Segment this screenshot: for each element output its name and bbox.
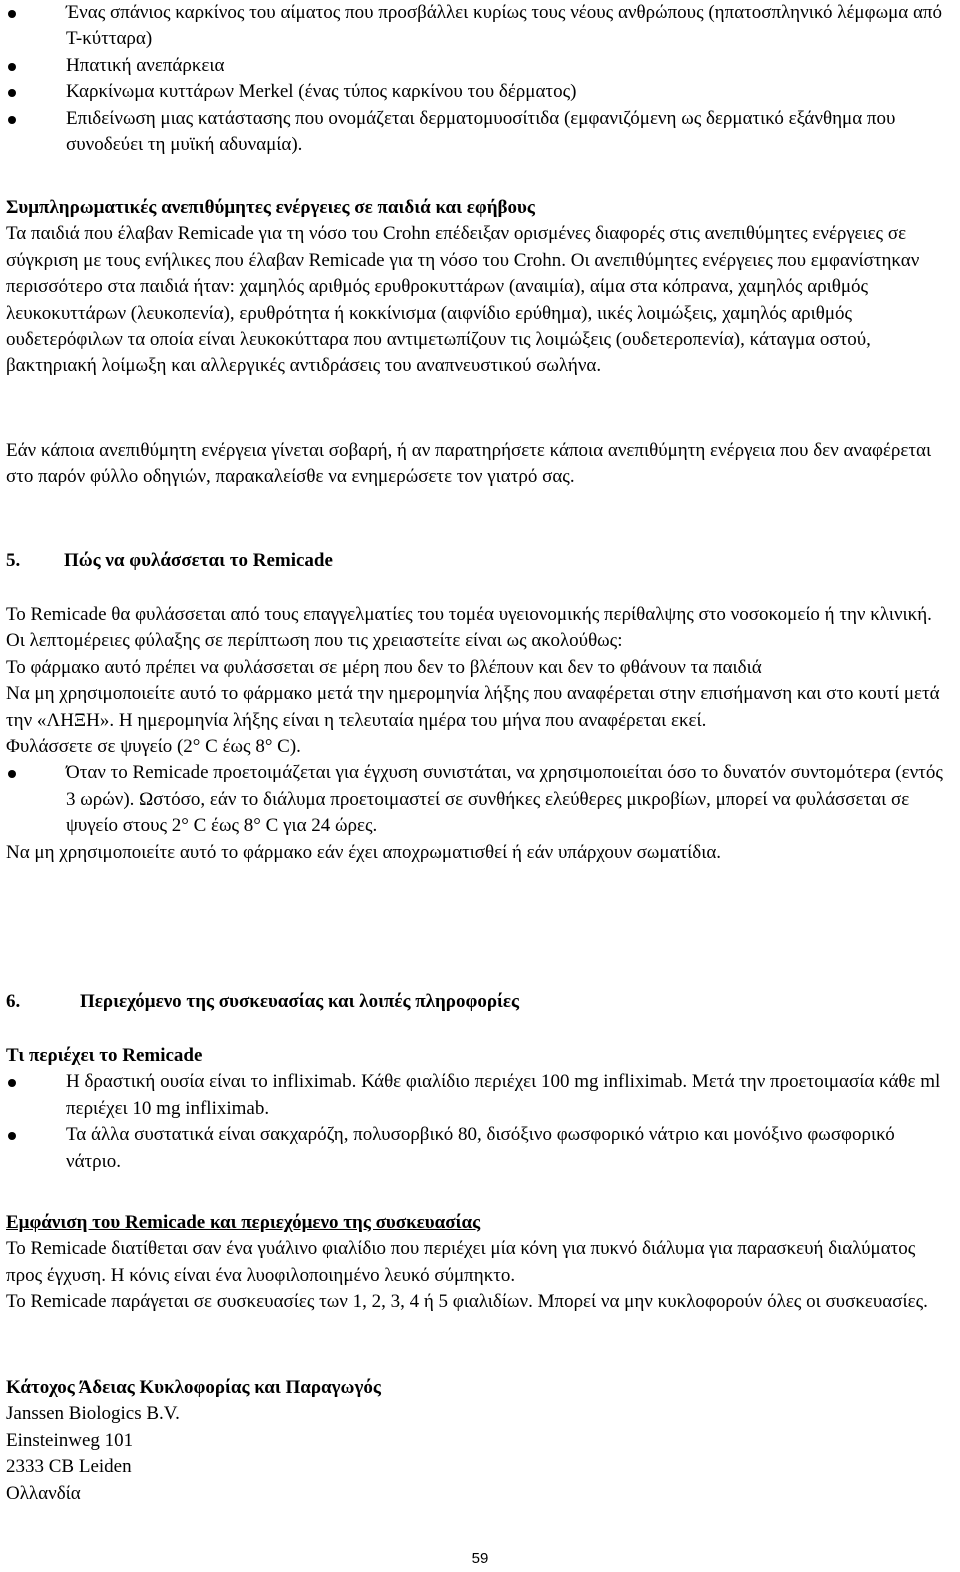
- list-item: [6, 106, 946, 159]
- list-item: [6, 1069, 946, 1122]
- appearance-section: [6, 1210, 946, 1316]
- paragraph: Να μη χρησιμοποιείτε αυτό το φάρμακο εάν έχει αποχρωματισθεί ή εάν υπάρχουν σωματίδια.: [6, 841, 722, 863]
- bullet-icon: [8, 1132, 16, 1140]
- subsection-heading: Τι περιέχει το Remicade: [6, 1045, 203, 1066]
- bullet-icon: [8, 63, 16, 71]
- list-item: [6, 1122, 946, 1175]
- paragraph: Το Remicade διατίθεται σαν ένα γυάλινο φιαλίδιο που περιέχει μία κόνη για πυκνό διάλυμα για παρασκευή διαλύματος προς έγχυση. Η κόνις είναι ένα λυοφιλοποιημένο λευκό σύμπηκτο.: [6, 1238, 916, 1286]
- paragraph: Εάν κάποια ανεπιθύμητη ενέργεια γίνεται σοβαρή, ή αν παρατηρήσετε κάποια ανεπιθύμητη ενέργεια που δεν αναφέρεται στο παρόν φύλλο οδηγιών, παρακαλείσθε να ενημερώσετε τον γιατρό σας.: [6, 440, 932, 488]
- page-number: 59: [471, 1550, 489, 1567]
- list-item: [6, 53, 946, 79]
- subsection-heading: Εμφάνιση του Remicade και περιεχόμενο της συσκευασίας: [6, 1212, 481, 1233]
- children-section: [6, 195, 946, 380]
- bullet-icon: [8, 89, 16, 97]
- bullet-icon: [8, 1079, 16, 1087]
- holder-section: [6, 1375, 946, 1507]
- paragraph: Τα παιδιά που έλαβαν Remicade για τη νόσο του Crohn επέδειξαν ορισμένες διαφορές στις ανεπιθύμητες ενέργειες σε σύγκριση με τους ενήλικες που έλαβαν Remicade για τη νόσο του Crohn. Οι ανεπιθύμητες ενέργειες που εμφανίστηκαν περισσότερο στα παιδιά ήταν: χαμηλός αριθμός ερυθροκυττάρων (αναιμία), αίμα στα κόπρανα, χαμηλός αριθμός λευκοκυττάρων (λευκοπενία), ερυθρότητα ή κοκκίνισμα (αιφνίδιο ερύθημα), ιικές λοιμώξεις, χαμηλός αριθμός ουδετερόφιλων τα οποία είναι λευκοκύτταρα που αντιμετωπίζουν τις λοιμώξεις (ουδετεροπενία), κάταγμα οστού, βακτηριακή λοίμωξη και αλλεργικές αντιδράσεις του αναπνευστικού σωλήνα.: [6, 223, 920, 377]
- list-item-text: Ηπατική ανεπάρκεια: [66, 54, 225, 76]
- paragraph: Το Remicade θα φυλάσσεται από τους επαγγελματίες του τομέα υγειονομικής περίθαλψης στο νοσοκομείο ή την κλινική. Οι λεπτομέρειες φύλαξης σε περίπτωση που τις χρειαστείτε είναι ως ακολούθως:: [6, 604, 932, 652]
- list-item-text: Επιδείνωση μιας κατάστασης που ονομάζεται δερματομυοσίτιδα (εμφανιζόμενη ως δερματικό εξάνθημα που συνοδεύει τη μυϊκή αδυναμία).: [66, 107, 896, 156]
- bullet-icon: [8, 770, 16, 778]
- list-item: [6, 0, 946, 53]
- address-line: Janssen Biologics B.V.: [6, 1403, 180, 1425]
- contains-section: [6, 1043, 946, 1175]
- section-5-body: [6, 602, 946, 866]
- list-item-text: Καρκίνωμα κυττάρων Merkel (ένας τύπος καρκίνου του δέρματος): [66, 81, 577, 103]
- list-item: [6, 79, 946, 105]
- section-number: 6.: [6, 991, 21, 1012]
- section-heading: Συμπληρωματικές ανεπιθύμητες ενέργειες σε παιδιά και εφήβους: [6, 197, 535, 218]
- list-item-text: Ένας σπάνιος καρκίνος του αίματος που προσβάλλει κυρίως τους νέους ανθρώπους (ηπατοσπληνικό λέμφωμα από Τ-κύτταρα): [66, 2, 943, 50]
- paragraph: Το Remicade παράγεται σε συσκευασίες των 1, 2, 3, 4 ή 5 φιαλιδίων. Μπορεί να μην κυκλοφορούν όλες οι συσκευασίες.: [6, 1291, 928, 1313]
- section-6-heading: [6, 989, 946, 1016]
- list-item-text: Η δραστική ουσία είναι το infliximab. Κάθε φιαλίδιο περιέχει 100 mg infliximab. Μετά την προετοιμασία κάθε ml περιέχει 10 mg infliximab.: [66, 1071, 941, 1119]
- paragraph: Να μη χρησιμοποιείτε αυτό το φάρμακο μετά την ημερομηνία λήξης που αναφέρεται στην επισήμανση και στο κουτί μετά την «ΛΗΞΗ». Η ημερομηνία λήξης είναι η τελευταία ημέρα του μήνα που αναφέρεται εκεί.: [6, 683, 940, 731]
- subsection-heading: Κάτοχος Άδειας Κυκλοφορίας και Παραγωγός: [6, 1377, 381, 1398]
- bullet-icon: [8, 116, 16, 124]
- list-item-text: Τα άλλα συστατικά είναι σακχαρόζη, πολυσορβικό 80, δισόξινο φωσφορικό νάτριο και μονόξινο φωσφορικό νάτριο.: [66, 1124, 895, 1172]
- section-title: Περιεχόμενο της συσκευασίας και λοιπές πληροφορίες: [80, 991, 520, 1012]
- bullet-icon: [8, 10, 16, 18]
- section-5-heading: [6, 548, 946, 575]
- paragraph: Φυλάσσετε σε ψυγείο (2° C έως 8° C).: [6, 736, 301, 758]
- top-bullet-list: [6, 0, 946, 158]
- address-line: 2333 CB Leiden: [6, 1456, 132, 1478]
- section-title: Πώς να φυλάσσεται το Remicade: [64, 550, 333, 571]
- list-item-text: Όταν το Remicade προετοιμάζεται για έγχυση συνιστάται, να χρησιμοποιείται όσο το δυνατόν συντομότερα (εντός 3 ωρών). Ωστόσο, εάν το διάλυμα προετοιμαστεί σε συνθήκες ελεύθερες μικροβίων, μπορεί να φυλάσσεται σε ψυγείο στους 2° C έως 8° C για 24 ώρες.: [66, 762, 943, 837]
- children-section-note: [6, 438, 946, 491]
- section-number: 5.: [6, 550, 21, 571]
- address-line: Einsteinweg 101: [6, 1429, 134, 1451]
- list-item: [6, 760, 946, 839]
- address-line: Ολλανδία: [6, 1482, 81, 1504]
- paragraph: Το φάρμακο αυτό πρέπει να φυλάσσεται σε μέρη που δεν το βλέπουν και δεν το φθάνουν τα παιδιά: [6, 656, 762, 678]
